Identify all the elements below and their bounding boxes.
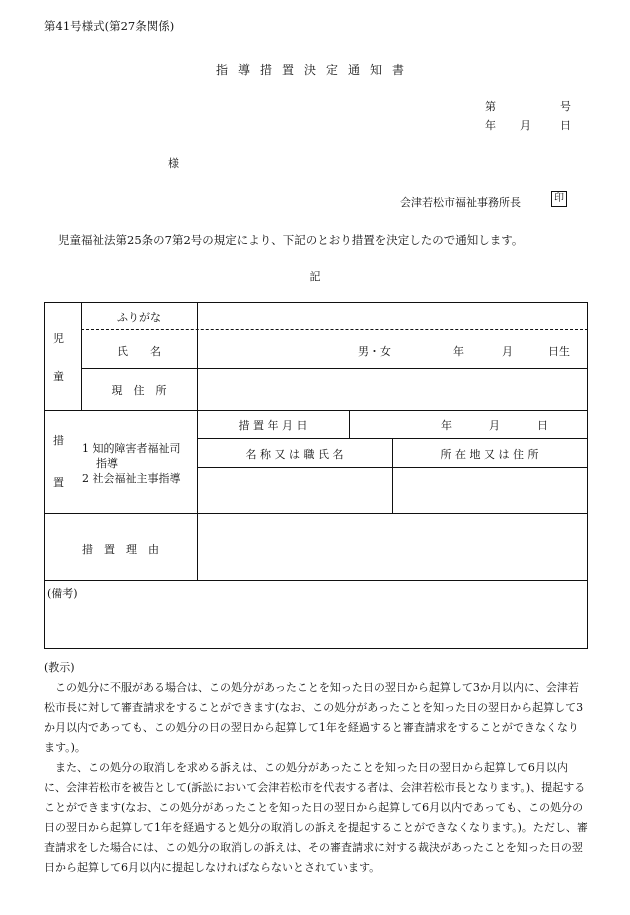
document-title: 指導措置決定通知書 bbox=[215, 63, 414, 77]
ki-heading: 記 bbox=[309, 270, 321, 283]
form-number: 第41号様式(第27条関係) bbox=[44, 19, 175, 33]
table-border-bottom bbox=[44, 648, 588, 649]
table-line-date-split bbox=[349, 410, 350, 439]
table-line-name bbox=[81, 368, 588, 369]
table-border-top bbox=[44, 302, 588, 303]
measure-group-label-2: 置 bbox=[53, 476, 64, 489]
date-day-label: 日 bbox=[560, 119, 571, 132]
seal-mark: 印 bbox=[551, 191, 567, 207]
location-label: 所 在 地 又 は 住 所 bbox=[440, 448, 539, 461]
measure-date-label: 措 置 年 月 日 bbox=[238, 419, 308, 432]
remarks-label: (備考) bbox=[47, 587, 78, 600]
measure-option-1: 1 知的障害者福祉司 bbox=[82, 442, 181, 455]
intro-text: 児童福祉法第25条の7第2号の規定により、下記のとおり措置を決定したので通知します。 bbox=[58, 233, 524, 247]
issuer-name: 会津若松市福祉事務所長 bbox=[400, 196, 521, 209]
child-group-label-2: 童 bbox=[53, 370, 64, 383]
date-year-label: 年 bbox=[485, 119, 496, 132]
sex-options: 男・女 bbox=[358, 345, 391, 358]
measure-group-label-1: 措 bbox=[53, 434, 64, 447]
title-name-label: 名 称 又 は 職 氏 名 bbox=[245, 448, 344, 461]
table-border-right bbox=[587, 302, 588, 649]
reason-label: 措 置 理 由 bbox=[82, 543, 159, 556]
birth-day-label: 日生 bbox=[548, 345, 570, 358]
measure-month-label: 月 bbox=[489, 419, 500, 432]
date-month-label: 月 bbox=[520, 119, 531, 132]
birth-month-label: 月 bbox=[502, 345, 513, 358]
table-line-reason-end bbox=[44, 580, 588, 581]
address-label: 現 住 所 bbox=[111, 384, 167, 397]
notes-paragraph-1: この処分に不服がある場合は、この処分があったことを知った日の翌日から起算して3か月以内に、会津若松市長に対して審査請求をすることができます(なお、この処分があったことを知った日の翌日から起算して3か月以内であっても、この処分の日の翌日から起算して1年を経過すると審査請求をすることができなくなります。)。 bbox=[44, 681, 584, 754]
number-suffix: 号 bbox=[560, 100, 571, 113]
name-label: 氏 名 bbox=[117, 345, 161, 358]
furigana-label: ふりがな bbox=[117, 311, 161, 324]
notes-section bbox=[44, 658, 589, 878]
table-line-measure-end bbox=[44, 513, 588, 514]
birth-year-label: 年 bbox=[453, 345, 464, 358]
measure-year-label: 年 bbox=[441, 419, 452, 432]
table-line-value-col bbox=[197, 302, 198, 580]
table-line-child-end bbox=[44, 410, 588, 411]
number-label: 第 bbox=[485, 100, 496, 113]
furigana-divider bbox=[81, 329, 588, 330]
measure-option-2: 2 社会福祉主事指導 bbox=[82, 472, 181, 485]
child-group-label-1: 児 bbox=[53, 332, 64, 345]
notes-heading: (教示) bbox=[44, 661, 75, 674]
addressee-suffix: 様 bbox=[168, 157, 179, 170]
table-border-left bbox=[44, 302, 45, 649]
notes-paragraph-2: また、この処分の取消しを求める訴えは、この処分があったことを知った日の翌日から起算して6月以内に、会津若松市を被告として(訴訟において会津若松市を代表する者は、会津若松市長となります。)、提起することができます(なお、この処分があったことを知った日の翌日から起算して6月以内であっても、この処分の日の翌日から起算して1年を経過すると処分の取消しの訴えを提起することができなくなります。)。ただし、審査請求をした場合には、この処分の取消しの訴えは、その審査請求に対する裁決があったことを知った日の翌日から起算して6月以内に提起しなければならないとされています。 bbox=[44, 761, 588, 874]
measure-day-label: 日 bbox=[537, 419, 548, 432]
measure-option-1-cont: 指導 bbox=[96, 457, 118, 470]
